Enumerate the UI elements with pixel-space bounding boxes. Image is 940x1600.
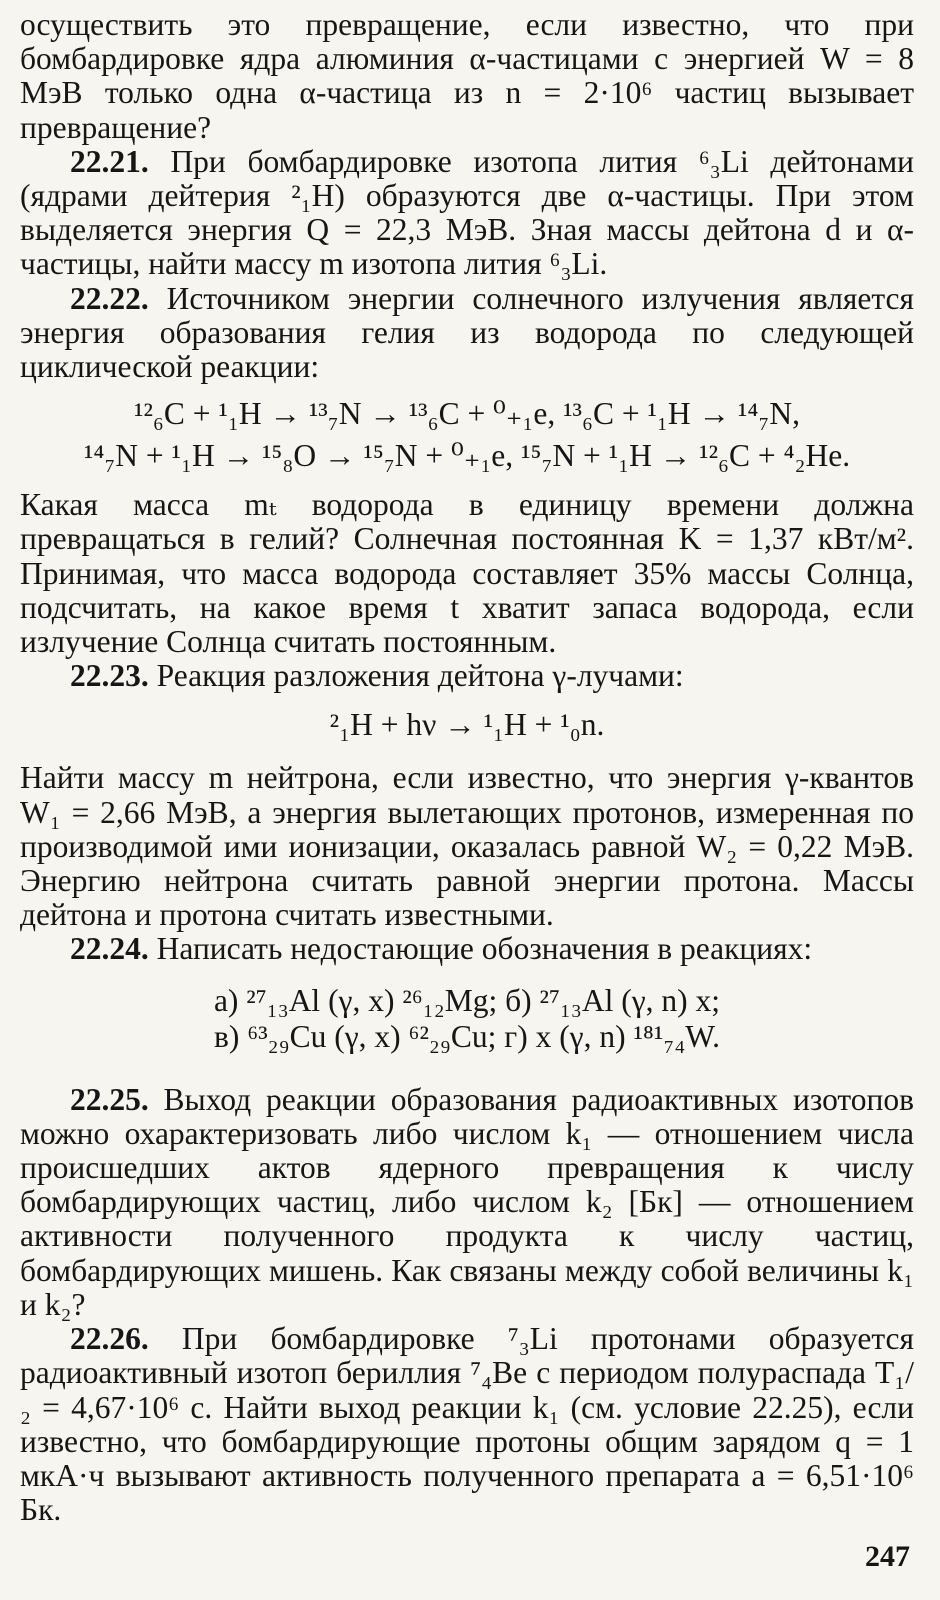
reactions-row-2: в) ⁶³₂₉Cu (γ, x) ⁶²₂₉Cu; г) x (γ, n) ¹⁸¹₇₄W. [213,1018,721,1054]
problem-text: При бомбардировке изотопа лития ⁶₃Li дейтонами (ядрами дейтерия ²₁H) образуются две α-частицы. При этом выделяется энергия Q = 22,3 МэВ. Зная массы дейтона d и α-частицы, найти массу m изотопа лития ⁶₃Li. [20,143,915,282]
problem-text: Реакция разложения дейтона γ-лучами: [156,658,684,694]
problem-number: 22.24. [70,931,149,967]
reaction-formula-line-2: ¹⁴₇N + ¹₁H → ¹⁵₈O → ¹⁵₇N + ⁰₊₁e, ¹⁵₇N + ¹₁H → ¹²₆C + ⁴₂He. [83,438,851,474]
problem-22-22-continuation: Какая масса mₜ водорода в единицу времени должна превращаться в гелий? Солнечная постоянная K = 1,37 кВт/м². Принимая, что масса водорода составляет 35% массы Солнца, подсчитать, на какое время t хватит запаса водорода, если излучение Солнца считать постоянным. [20,487,914,660]
problem-number: 22.25. [70,1081,149,1117]
reaction-formula-line-1: ¹²₆C + ¹₁H → ¹³₇N → ¹³₆C + ⁰₊₁e, ¹³₆C + ¹₁H → ¹⁴₇N, [134,396,800,432]
problem-22-21 [20,145,914,282]
problem-text: При бомбардировке ⁷₃Li протонами образуется радиоактивный изотоп бериллия ⁷₄Be с периодом полураспада T₁/₂ = 4,67·10⁶ с. Найти выход реакции k₁ (см. условие 22.25), если известно, что бомбардирующие протоны общим зарядом q = 1 мкА·ч вызывают активность полученного препарата a = 6,51·10⁶ Бк. [20,1321,914,1528]
problem-22-24 [20,932,914,966]
page-number: 247 [865,1540,910,1573]
problem-text: Написать недостающие обозначения в реакциях: [156,931,813,967]
problem-number: 22.23. [70,658,149,694]
problem-text: Выход реакции образования радиоактивных изотопов можно охарактеризовать либо числом k₁ — отношением числа происшедших актов ядерного превращения к числу бомбардирующих частиц, либо числом k₂ [Бк] — отношением активности полученного продукта к числу частиц, бомбардирующих мишень. Как связаны между собой величины k₁ и k₂? [20,1081,914,1322]
problem-number: 22.21. [70,143,149,179]
reactions-list [20,983,914,1055]
reactions-row-1: а) ²⁷₁₃Al (γ, x) ²⁶₁₂Mg; б) ²⁷₁₃Al (γ, n) x; [213,982,721,1018]
problem-number: 22.22. [70,280,149,316]
problem-22-23-continuation: Найти массу m нейтрона, если известно, что энергия γ-квантов W₁ = 2,66 МэВ, а энергия вылетающих протонов, измеренная по производимой ими ионизации, оказалась равной W₂ = 0,22 МэВ. Энергию нейтрона считать равной энергии протона. Массы дейтона и протона считать известными. [20,760,914,933]
intro-paragraph: осуществить это превращение, если известно, что при бомбардировке ядра алюминия α-частицами с энергией W = 8 МэВ только одна α-частица из n = 2·10⁶ частиц вызывает превращение? [20,7,914,145]
problem-22-22 [20,282,914,385]
problem-22-25 [20,1083,914,1322]
problem-22-26 [20,1322,914,1527]
problem-number: 22.26. [70,1321,149,1357]
problem-22-23 [20,659,914,693]
deuteron-decay-formula: ²₁H + hν → ¹₁H + ¹₀n. [329,707,605,743]
problem-text: Источником энергии солнечного излучения является энергия образования гелия из водорода по следующей циклической реакции: [20,280,914,385]
